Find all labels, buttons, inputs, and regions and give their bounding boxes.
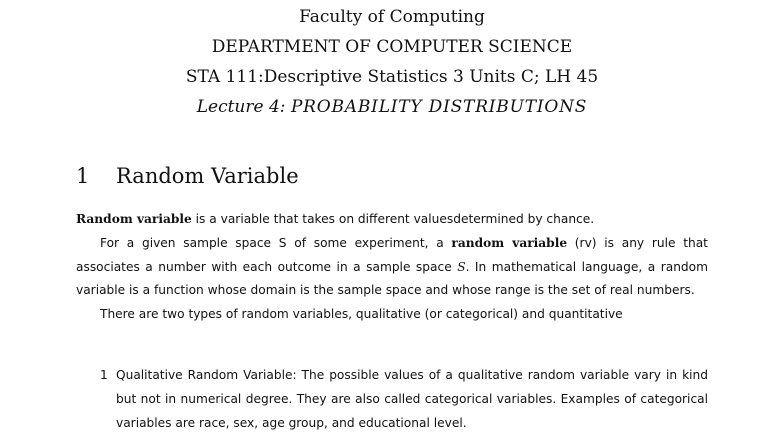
definition-term: Random variable xyxy=(76,212,192,226)
types-list xyxy=(100,364,708,435)
lecture-prefix: Lecture 4: xyxy=(196,97,286,117)
formal-term: random variable xyxy=(451,235,568,250)
definition-paragraph xyxy=(76,208,708,232)
formal-text-c: . In mathematical language, a random variable is a function whose domain is the sample space and whose range is the set of real numbers. xyxy=(76,259,708,298)
types-paragraph: There are two types of random variables, qualitative (or categorical) and quantitative xyxy=(100,307,623,322)
formal-text-b: (rv) is any rule that associates a number with each outcome in a sample space xyxy=(76,235,708,274)
department-name: DEPARTMENT OF COMPUTER SCIENCE xyxy=(211,37,573,57)
faculty-name: Faculty of Computing xyxy=(299,7,485,27)
lecture-topic: PROBABILITY DISTRIBUTIONS xyxy=(290,97,588,117)
section-number: 1 xyxy=(76,164,90,188)
list-item-number: 1 xyxy=(100,368,108,382)
sample-space-symbol: S xyxy=(457,259,466,274)
section-body xyxy=(76,208,708,327)
lecture-title xyxy=(0,92,784,122)
list-item xyxy=(100,364,708,435)
formal-definition-paragraph xyxy=(76,232,708,303)
formal-text-a: For a given sample space S of some experiment, a xyxy=(100,235,452,250)
list-item-text: Qualitative Random Variable: The possible values of a qualitative random variable vary in kind but not in numerical degree. They are also called categorical variables. Examples of categorical variables are race, sex, age group, and educational level. xyxy=(116,368,708,430)
section-heading xyxy=(76,164,299,188)
section-title: Random Variable xyxy=(116,164,299,188)
course-title: STA 111:Descriptive Statistics 3 Units C; LH 45 xyxy=(185,67,599,87)
document-header xyxy=(0,2,784,122)
definition-text: is a variable that takes on different valuesdetermined by chance. xyxy=(191,212,595,226)
